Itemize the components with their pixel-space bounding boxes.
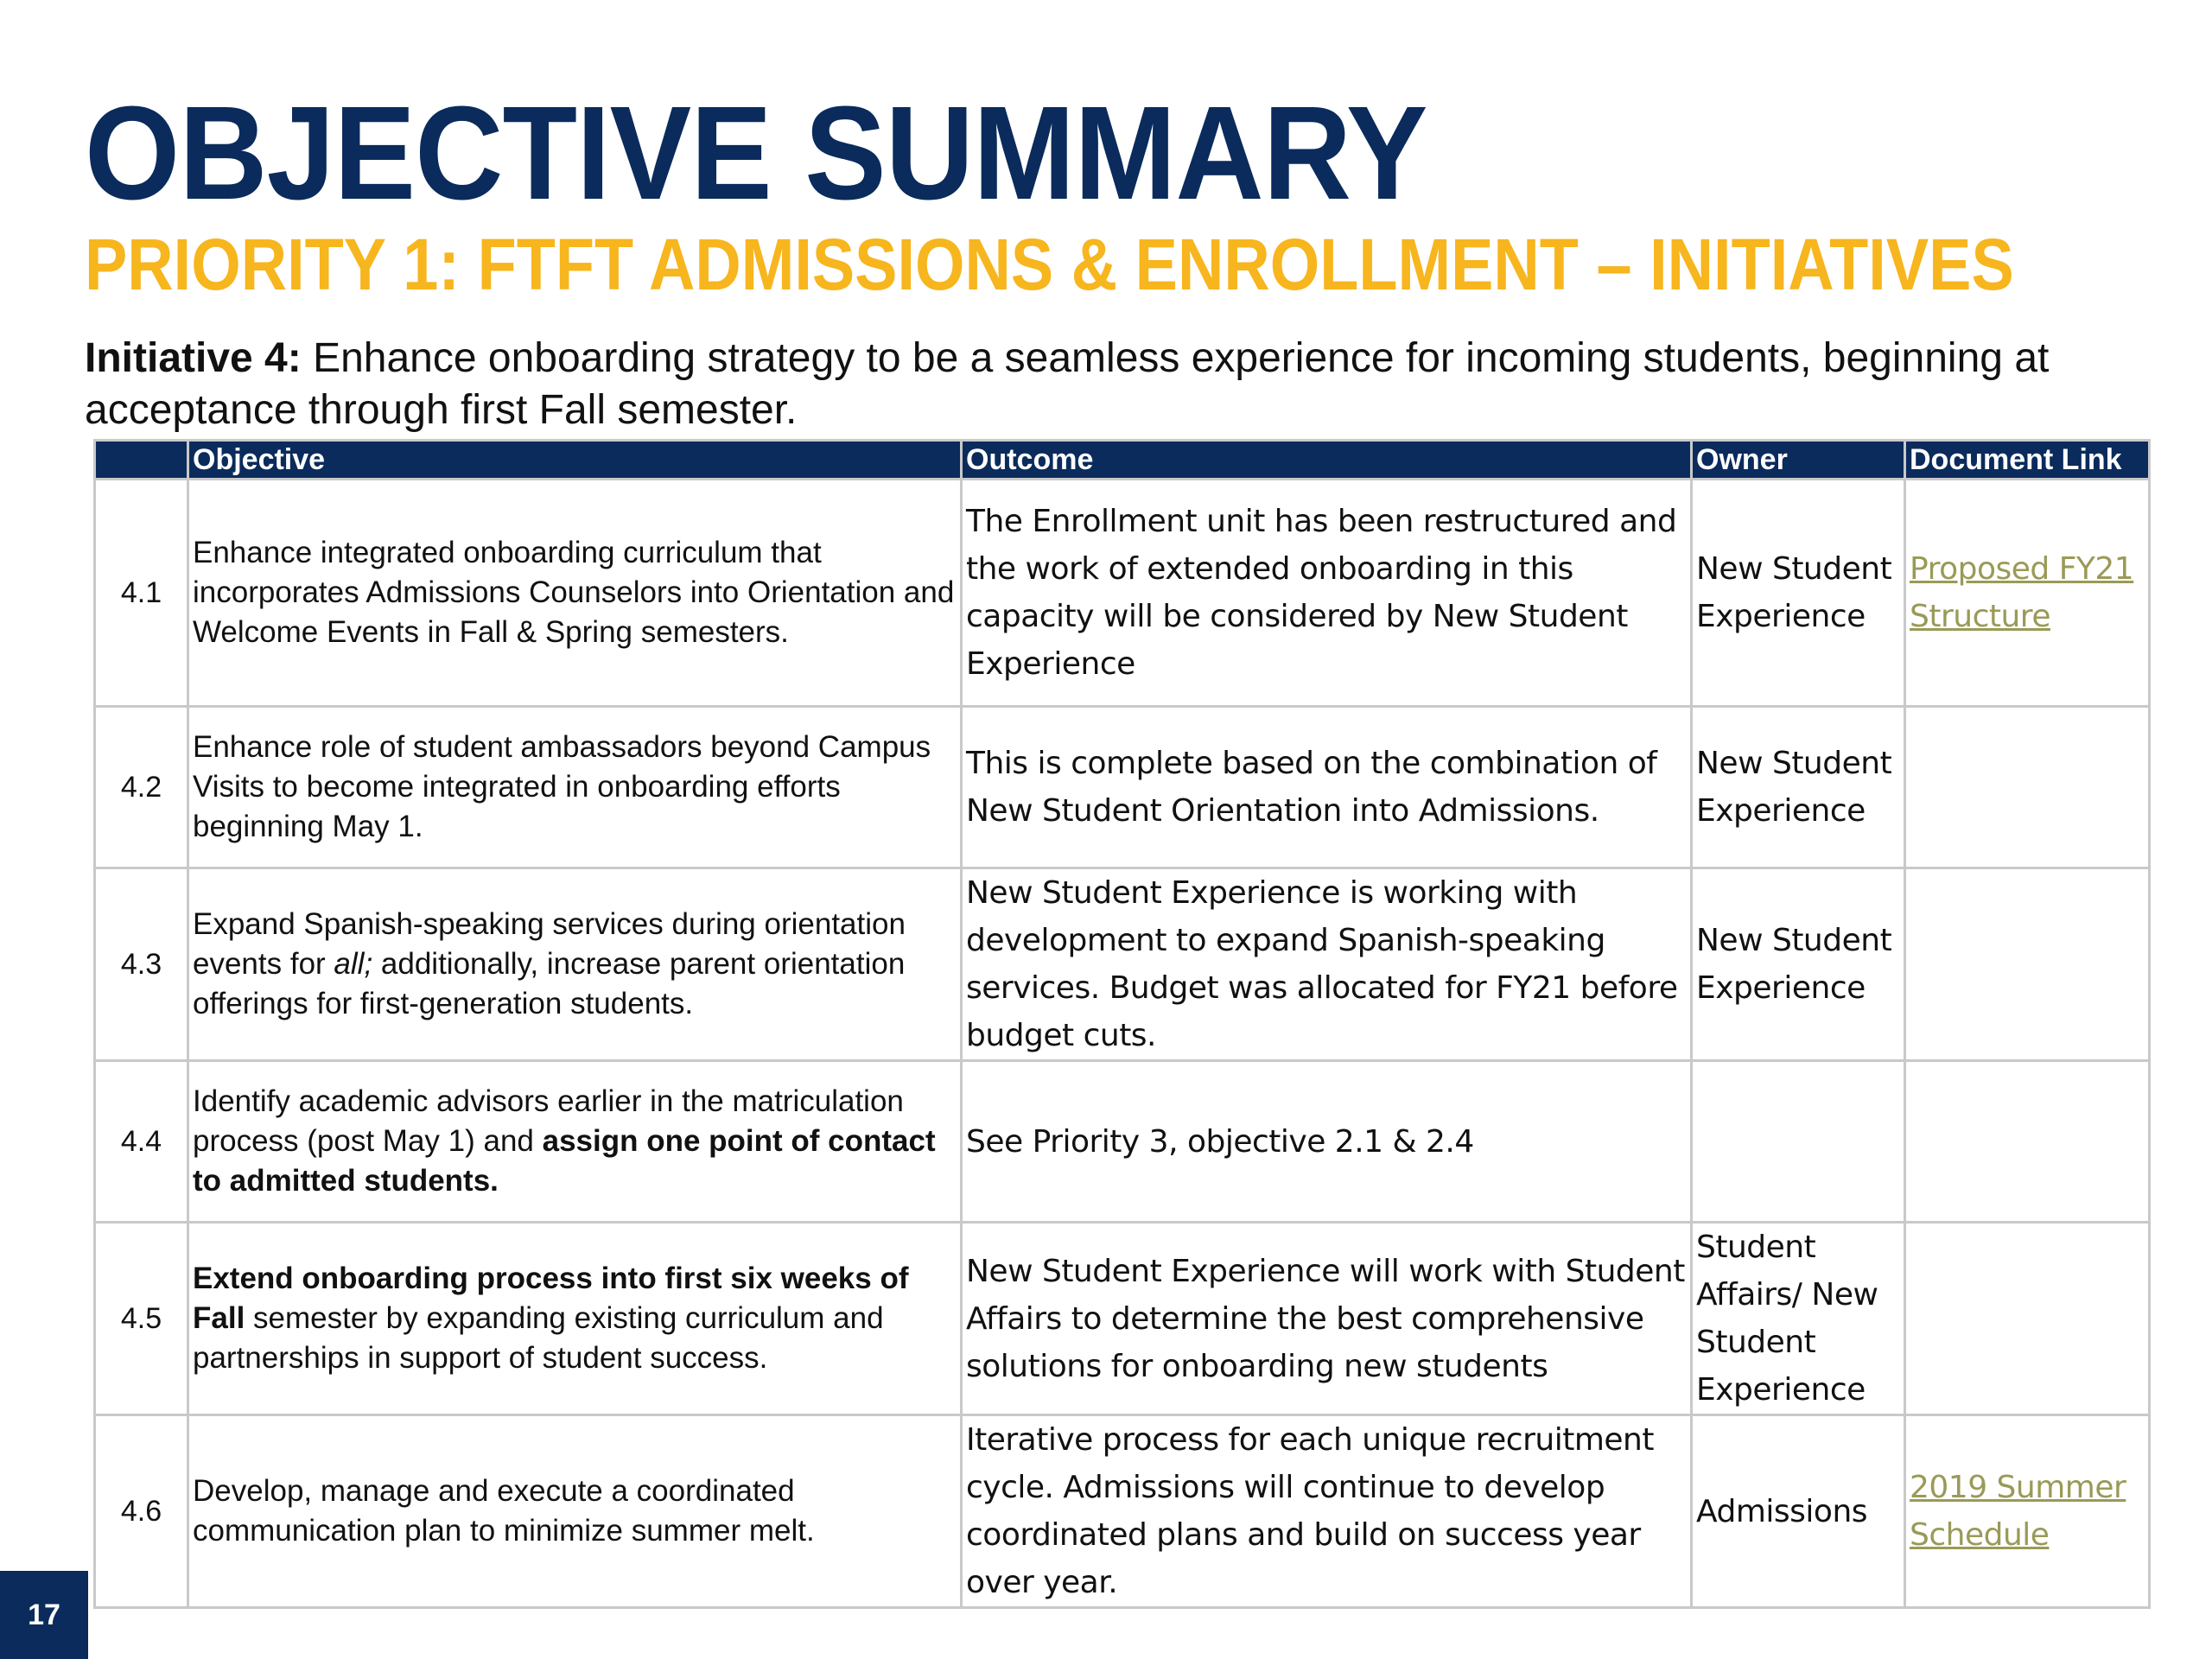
objective-text: all; bbox=[334, 947, 373, 981]
document-link-cell bbox=[1905, 1415, 2150, 1608]
slide-title: OBJECTIVE SUMMARY bbox=[85, 79, 1427, 227]
table-row bbox=[95, 868, 2150, 1061]
document-link-cell bbox=[1905, 1223, 2150, 1415]
document-link-cell bbox=[1905, 1061, 2150, 1223]
outcome-cell: New Student Experience is working with development to expand Spanish-speaking services. Budget was allocated for FY21 before budget cuts. bbox=[962, 868, 1692, 1061]
table-row bbox=[95, 1061, 2150, 1223]
table-row bbox=[95, 707, 2150, 868]
owner-cell: New Student Experience bbox=[1692, 707, 1905, 868]
document-link-cell bbox=[1905, 480, 2150, 707]
table-row bbox=[95, 1223, 2150, 1415]
row-number: 4.6 bbox=[95, 1415, 188, 1608]
objective-cell bbox=[188, 480, 962, 707]
objective-cell bbox=[188, 1061, 962, 1223]
outcome-cell: The Enrollment unit has been restructured and the work of extended onboarding in this capacity will be considered by New Student Experience bbox=[962, 480, 1692, 707]
initiative-text: Enhance onboarding strategy to be a seamless experience for incoming students, beginning at acceptance through first Fall semester. bbox=[85, 335, 2050, 433]
header-objective: Objective bbox=[188, 441, 962, 480]
document-link[interactable]: Proposed FY21 Structure bbox=[1910, 551, 2134, 634]
header-document-link: Document Link bbox=[1905, 441, 2150, 480]
page-number: 17 bbox=[0, 1571, 88, 1659]
row-number: 4.4 bbox=[95, 1061, 188, 1223]
owner-cell: New Student Experience bbox=[1692, 868, 1905, 1061]
objective-cell bbox=[188, 868, 962, 1061]
objective-text: Extend onboarding process into first six weeks of Fall bbox=[193, 1262, 909, 1335]
outcome-cell: Iterative process for each unique recruitment cycle. Admissions will continue to develop coordinated plans and build on success year over year. bbox=[962, 1415, 1692, 1608]
owner-cell: Student Affairs/ New Student Experience bbox=[1692, 1223, 1905, 1415]
owner-cell: New Student Experience bbox=[1692, 480, 1905, 707]
objective-text: semester by expanding existing curriculum and partnerships in support of student success. bbox=[193, 1301, 884, 1375]
header-owner: Owner bbox=[1692, 441, 1905, 480]
outcome-cell: See Priority 3, objective 2.1 & 2.4 bbox=[962, 1061, 1692, 1223]
objective-text: assign one point of contact to admitted students. bbox=[193, 1124, 936, 1198]
row-number: 4.2 bbox=[95, 707, 188, 868]
owner-cell: Admissions bbox=[1692, 1415, 1905, 1608]
table-row bbox=[95, 480, 2150, 707]
row-number: 4.3 bbox=[95, 868, 188, 1061]
objective-text: Enhance role of student ambassadors beyond Campus Visits to become integrated in onboarding efforts beginning May 1. bbox=[193, 730, 931, 843]
objective-text: Develop, manage and execute a coordinated communication plan to minimize summer melt. bbox=[193, 1474, 815, 1548]
owner-cell bbox=[1692, 1061, 1905, 1223]
initiative-statement bbox=[85, 333, 2158, 436]
row-number: 4.1 bbox=[95, 480, 188, 707]
document-link-cell bbox=[1905, 707, 2150, 868]
objective-text: Identify academic advisors earlier in the matriculation process (post May 1) and bbox=[193, 1084, 904, 1158]
initiative-label: Initiative 4: bbox=[85, 335, 302, 381]
document-link[interactable]: 2019 Summer Schedule bbox=[1910, 1470, 2126, 1553]
table-row bbox=[95, 1415, 2150, 1608]
objective-text: additionally, increase parent orientation offerings for first-generation students. bbox=[193, 947, 906, 1020]
outcome-cell: New Student Experience will work with Student Affairs to determine the best comprehensive solutions for onboarding new students bbox=[962, 1223, 1692, 1415]
objective-text: Enhance integrated onboarding curriculum that incorporates Admissions Counselors into Orientation and Welcome Events in Fall & Spring semesters. bbox=[193, 536, 955, 649]
table-header-row bbox=[95, 441, 2150, 480]
objective-text: Expand Spanish-speaking services during orientation events for bbox=[193, 907, 906, 981]
document-link-cell bbox=[1905, 868, 2150, 1061]
objective-cell bbox=[188, 1415, 962, 1608]
header-number bbox=[95, 441, 188, 480]
outcome-cell: This is complete based on the combination of New Student Orientation into Admissions. bbox=[962, 707, 1692, 868]
header-outcome: Outcome bbox=[962, 441, 1692, 480]
objectives-table bbox=[93, 439, 2151, 1609]
objective-cell bbox=[188, 1223, 962, 1415]
row-number: 4.5 bbox=[95, 1223, 188, 1415]
objective-cell bbox=[188, 707, 962, 868]
slide-subtitle: PRIORITY 1: FTFT ADMISSIONS & ENROLLMENT – INITIATIVES bbox=[85, 224, 2014, 305]
